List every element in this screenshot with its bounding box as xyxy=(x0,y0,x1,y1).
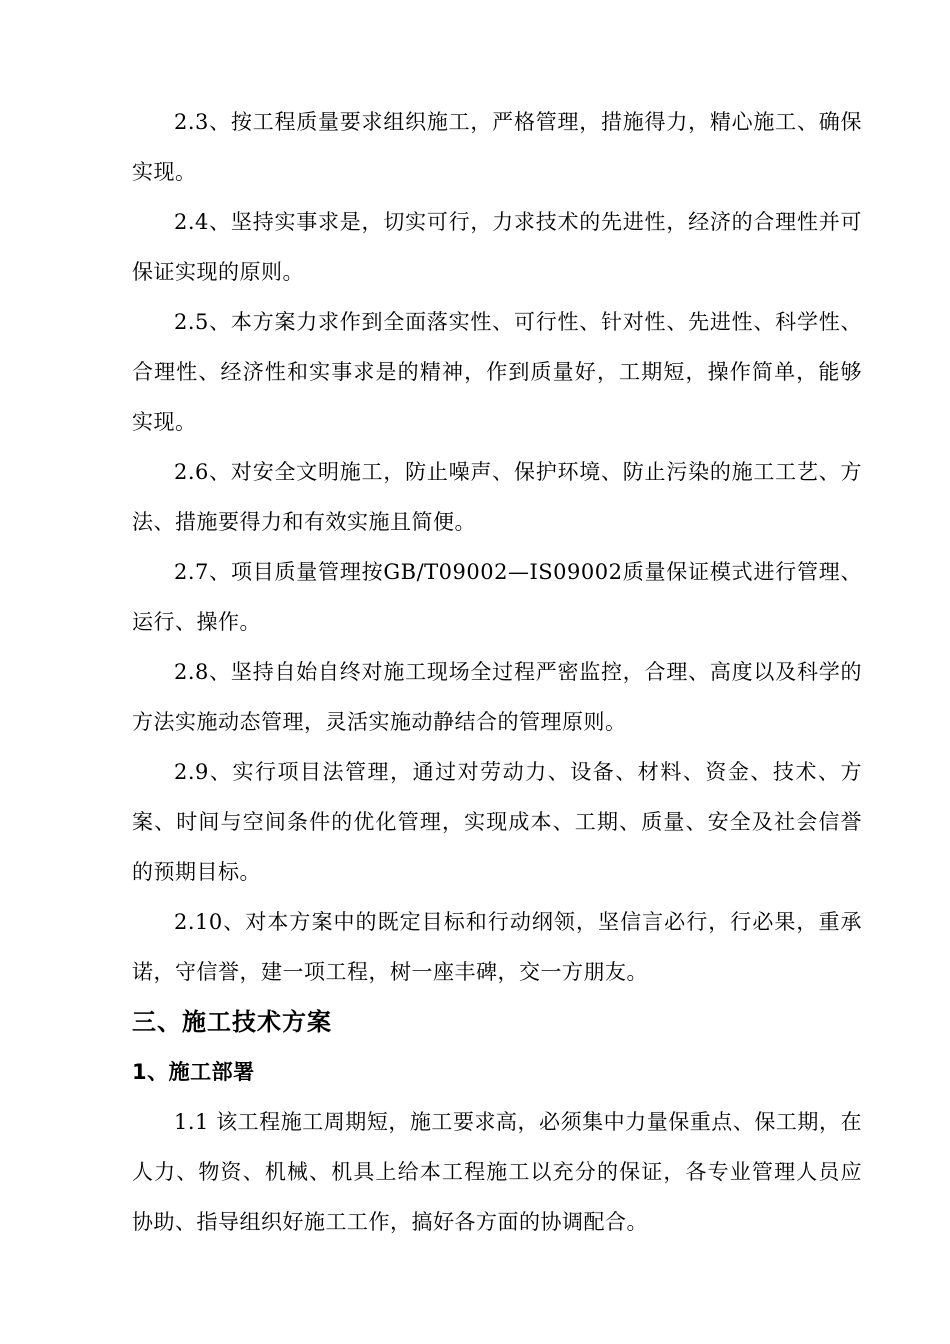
paragraph-2-3: 2.3、按工程质量要求组织施工，严格管理，措施得力，精心施工、确保实现。 xyxy=(132,110,862,184)
paragraph-2-9: 2.9、实行项目法管理，通过对劳动力、设备、材料、资金、技术、方案、时间与空间条件的优化管理，实现成本、工期、质量、安全及社会信誉的预期目标。 xyxy=(132,760,862,884)
paragraph-2-10: 2.10、对本方案中的既定目标和行动纲领，坚信言必行，行必果，重承诺，守信誉，建一项工程，树一座丰碑，交一方朋友。 xyxy=(132,910,862,984)
paragraph-2-8: 2.8、坚持自始自终对施工现场全过程严密监控，合理、高度以及科学的方法实施动态管理，灵活实施动静结合的管理原则。 xyxy=(132,660,862,734)
paragraph-2-7: 2.7、项目质量管理按GB/T09002—IS09002质量保证模式进行管理、运行、操作。 xyxy=(132,560,862,634)
document-body xyxy=(132,97,862,1247)
paragraph-2-4: 2.4、坚持实事求是，切实可行，力求技术的先进性，经济的合理性并可保证实现的原则。 xyxy=(132,210,862,284)
paragraph-1-1: 1.1 该工程施工周期短，施工要求高，必须集中力量保重点、保工期，在人力、物资、机械、机具上给本工程施工以充分的保证，各专业管理人员应协助、指导组织好施工工作，搞好各方面的协调配合。 xyxy=(132,1110,862,1234)
paragraph-2-6: 2.6、对安全文明施工，防止噪声、保护环境、防止污染的施工工艺、方法、措施要得力和有效实施且简便。 xyxy=(132,460,862,534)
paragraph-2-5: 2.5、本方案力求作到全面落实性、可行性、针对性、先进性、科学性、合理性、经济性和实事求是的精神，作到质量好，工期短，操作简单，能够实现。 xyxy=(132,310,862,434)
subsection-heading: 1、施工部署 xyxy=(132,1060,255,1084)
section-heading: 三、施工技术方案 xyxy=(132,1008,332,1036)
